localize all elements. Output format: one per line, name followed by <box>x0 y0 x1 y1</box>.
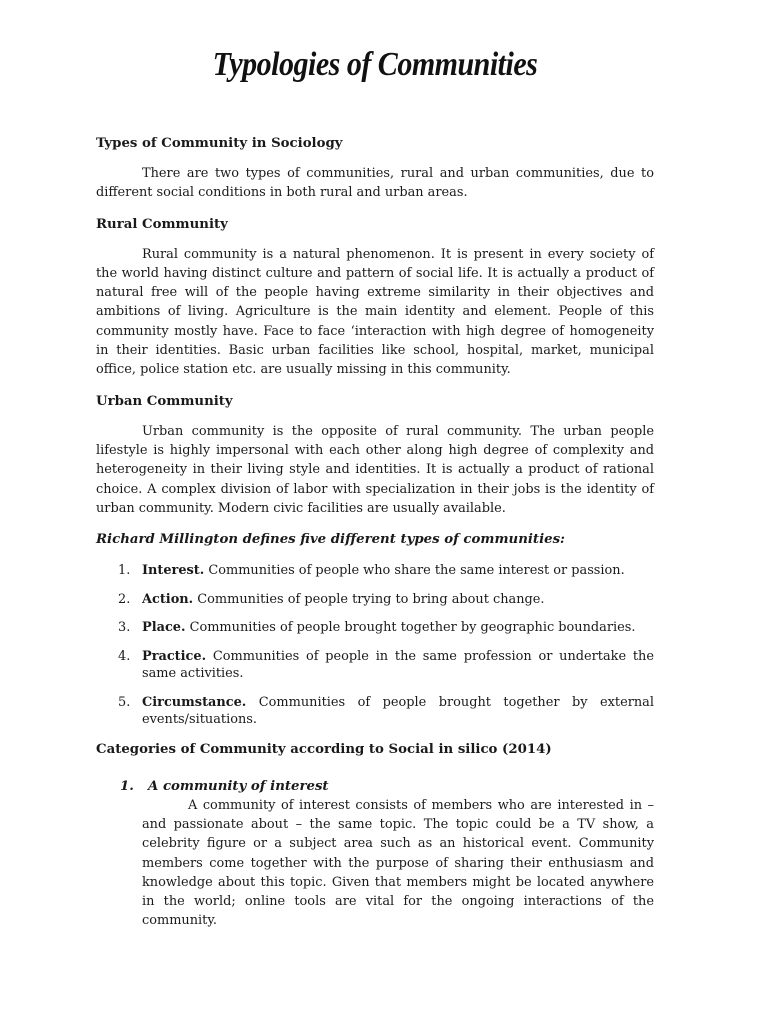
list-item-number: 1. <box>118 563 131 579</box>
category-number: 1. <box>120 778 134 794</box>
category-title <box>120 778 654 796</box>
list-item-term: Action. <box>142 591 194 607</box>
list-item-number: 2. <box>118 591 131 607</box>
list-item-term: Place. <box>142 620 186 636</box>
types-heading: Types of Community in Sociology <box>96 136 343 151</box>
list-item-desc: Communities of people trying to bring about change. <box>193 591 545 607</box>
urban-heading: Urban Community <box>96 393 233 409</box>
rural-heading: Rural Community <box>96 216 228 232</box>
list-item-desc: Communities of people brought together by external events/situations. <box>142 694 654 728</box>
list-item-number: 3. <box>118 620 131 636</box>
list-item-term: Interest. <box>142 563 205 579</box>
list-item-desc: Communities of people in the same profession or undertake the same activities. <box>142 648 654 682</box>
list-item <box>96 562 654 580</box>
rural-paragraph: Rural community is a natural phenomenon. It is present in every society of the world having distinct culture and pattern of social life. It is actually a product of natural free will of the people having extreme similarity in their objectives and ambitions of living. Agriculture is the main identity and element. People of this community mostly have. Face to face ‘interaction with high degree of homogeneity in their identities. Basic urban facilities like school, hospital, market, municipal office, police station etc. are usually missing in this community. <box>96 246 654 378</box>
millington-types-list <box>96 562 654 729</box>
document-title: Typologies of Communities <box>212 45 538 83</box>
list-item <box>96 619 654 637</box>
list-item-number: 4. <box>118 648 131 664</box>
category-item <box>96 778 654 931</box>
list-item-desc: Communities of people brought together by geographic boundaries. <box>185 620 636 636</box>
list-item-term: Practice. <box>142 648 207 664</box>
document-page <box>96 45 654 931</box>
urban-paragraph: Urban community is the opposite of rural community. The urban people lifestyle is highly impersonal with each other along high degree of complexity and heterogeneity in their living style and identities. It is actually a product of rational choice. A complex division of labor with specialization in their jobs is the identity of urban community. Modern civic facilities are usually available. <box>96 423 654 516</box>
list-item <box>96 648 654 683</box>
types-paragraph: There are two types of communities, rural and urban communities, due to different social conditions in both rural and urban areas. <box>96 166 654 201</box>
list-item <box>96 591 654 609</box>
millington-heading: Richard Millington defines five different types of communities: <box>96 532 565 548</box>
list-item <box>96 694 654 729</box>
category-title-text: A community of interest <box>148 778 329 794</box>
category-body: A community of interest consists of members who are interested in – and passionate about – the same topic. The topic could be a TV show, a celebrity figure or a subject area such as an historical event. Community members come together with the purpose of sharing their enthusiasm and knowledge about this topic. Given that members might be located anywhere in the world; online tools are vital for the ongoing interactions of the community. <box>142 797 654 929</box>
categories-heading: Categories of Community according to Social in silico (2014) <box>96 741 552 757</box>
list-item-number: 5. <box>118 694 131 710</box>
list-item-desc: Communities of people who share the same interest or passion. <box>204 563 625 579</box>
list-item-term: Circumstance. <box>142 694 247 710</box>
